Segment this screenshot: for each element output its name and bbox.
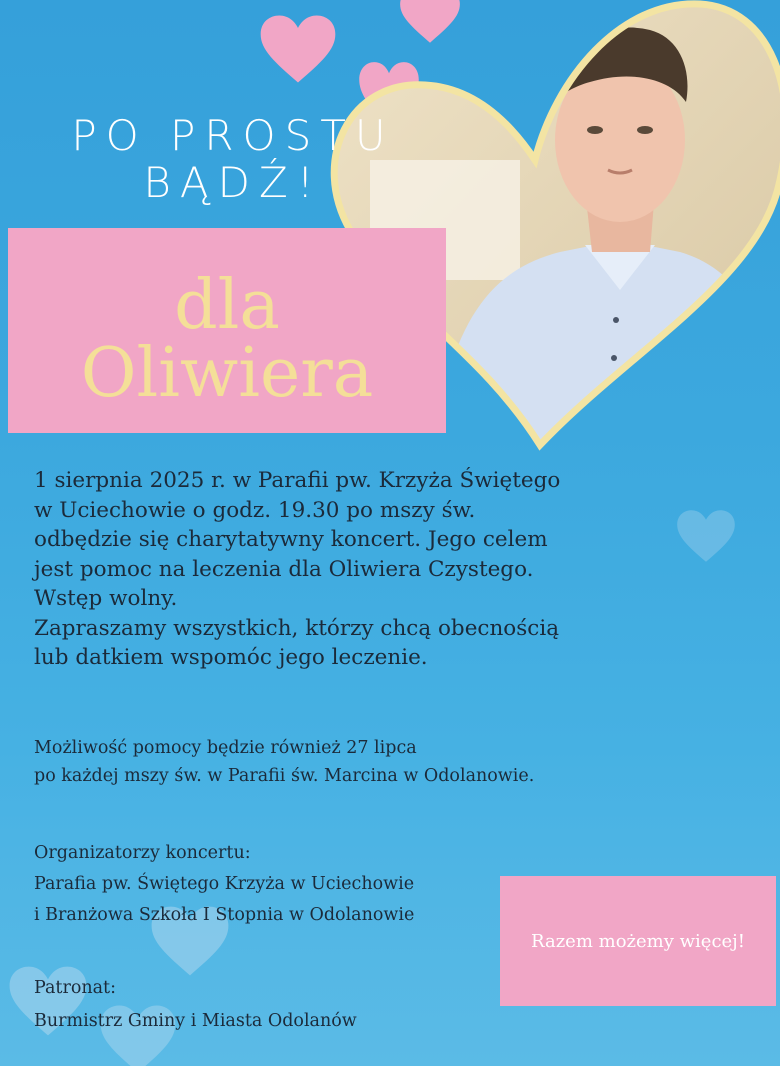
patron-name: Burmistrz Gminy i Miasta Odolanów: [34, 1011, 357, 1031]
body-line: lub datkiem wspomóc jego leczenie.: [34, 645, 428, 670]
body-line: w Uciechowie o godz. 19.30 po mszy św.: [34, 497, 476, 523]
patron-section: [34, 972, 554, 1038]
event-description: [34, 466, 634, 673]
heart-icon: [676, 508, 736, 564]
body-line: Zapraszamy wszystkich, którzy chcą obecnością: [34, 615, 560, 641]
heart-icon: [258, 14, 338, 84]
patron-label: Patronat:: [34, 978, 116, 998]
organizer-line: i Branżowa Szkoła I Stopnia w Odolanowie: [34, 905, 415, 925]
title-line-1: PO PROSTU: [71, 111, 395, 160]
body-line: jest pomoc na leczenia dla Oliwiera Czystego.: [34, 556, 534, 582]
banner-line-1: dla: [174, 266, 280, 345]
extra-line: po każdej mszy św. w Parafii św. Marcina w Odolanowie.: [34, 766, 535, 786]
banner-line-2: Oliwiera: [80, 334, 374, 413]
slogan-banner: [500, 876, 776, 1006]
body-line: Wstęp wolny.: [34, 586, 178, 611]
organizer-line: Parafia pw. Świętego Krzyża w Uciechowie: [34, 874, 415, 894]
body-line: 1 sierpnia 2025 r. w Parafii pw. Krzyża Świętego: [34, 468, 561, 493]
additional-info: [34, 734, 674, 790]
body-line: odbędzie się charytatywny koncert. Jego celem: [34, 527, 548, 552]
banner-text: [8, 266, 446, 413]
extra-line: Możliwość pomocy będzie również 27 lipca: [34, 738, 417, 758]
slogan-text: Razem możemy więcej!: [531, 930, 745, 952]
title-line-2: BĄDŹ!: [143, 158, 323, 208]
page-title: [18, 112, 448, 206]
organizers-section: [34, 838, 554, 931]
organizers-label: Organizatorzy koncertu:: [34, 843, 251, 863]
